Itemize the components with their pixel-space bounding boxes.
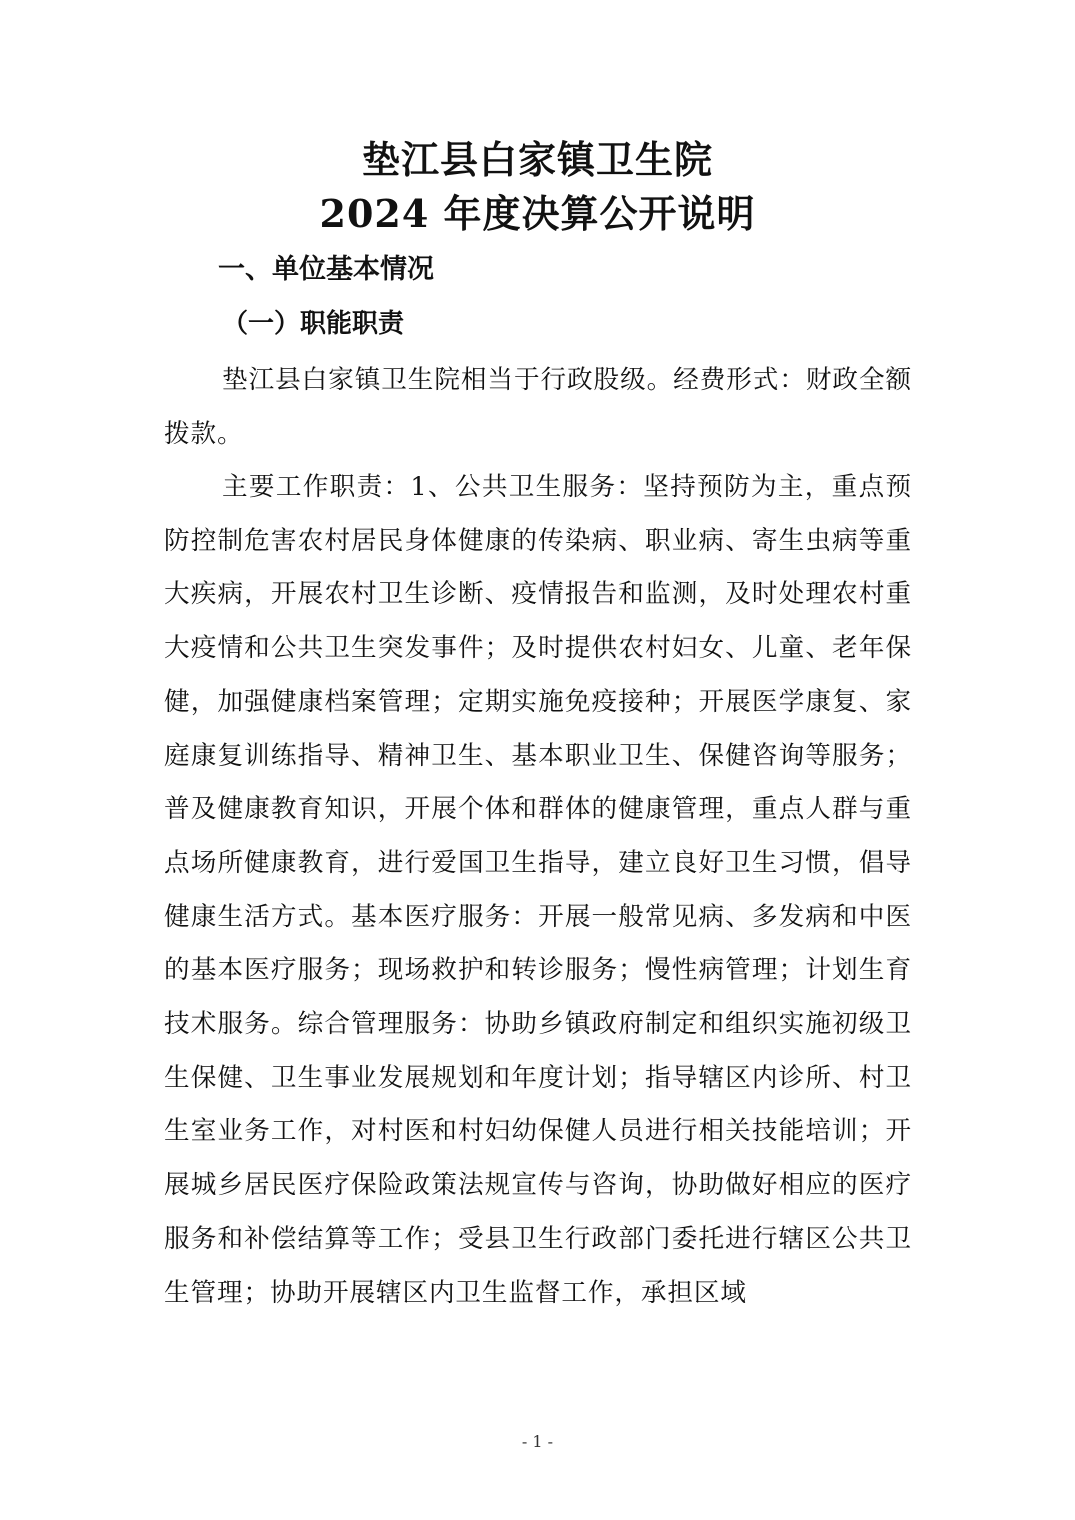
- paragraph-main-duties: 主要工作职责：1、公共卫生服务：坚持预防为主，重点预防控制危害农村居民身体健康的传染病、职业病、寄生虫病等重大疾病，开展农村卫生诊断、疫情报告和监测，及时处理农村重大疫情和公共卫生突发事件；及时提供农村妇女、儿童、老年保健，加强健康档案管理；定期实施免疫接种；开展医学康复、家庭康复训练指导、精神卫生、基本职业卫生、保健咨询等服务；普及健康教育知识，开展个体和群体的健康管理，重点人群与重点场所健康教育，进行爱国卫生指导，建立良好卫生习惯，倡导健康生活方式。基本医疗服务：开展一般常见病、多发病和中医的基本医疗服务；现场救护和转诊服务；慢性病管理；计划生育技术服务。综合管理服务：协助乡镇政府制定和组织实施初级卫生保健、卫生事业发展规划和年度计划；指导辖区内诊所、村卫生室业务工作，对村医和村妇幼保健人员进行相关技能培训；开展城乡居民医疗保险政策法规宣传与咨询，协助做好相应的医疗服务和补偿结算等工作；受县卫生行政部门委托进行辖区公共卫生管理；协助开展辖区内卫生监督工作，承担区域: [164, 472, 912, 1308]
- page-number: - 1 -: [521, 1432, 554, 1451]
- document-title-line-1: 垫江县白家镇卫生院: [361, 137, 713, 182]
- paragraph-unit-overview: 垫江县白家镇卫生院相当于行政股级。经费形式：财政全额拨款。: [164, 365, 912, 449]
- section-heading: 一、单位基本情况: [218, 254, 434, 285]
- document-title-line-2: 2024 年度决算公开说明: [319, 191, 756, 236]
- subsection-heading: （一）职能职责: [222, 309, 405, 339]
